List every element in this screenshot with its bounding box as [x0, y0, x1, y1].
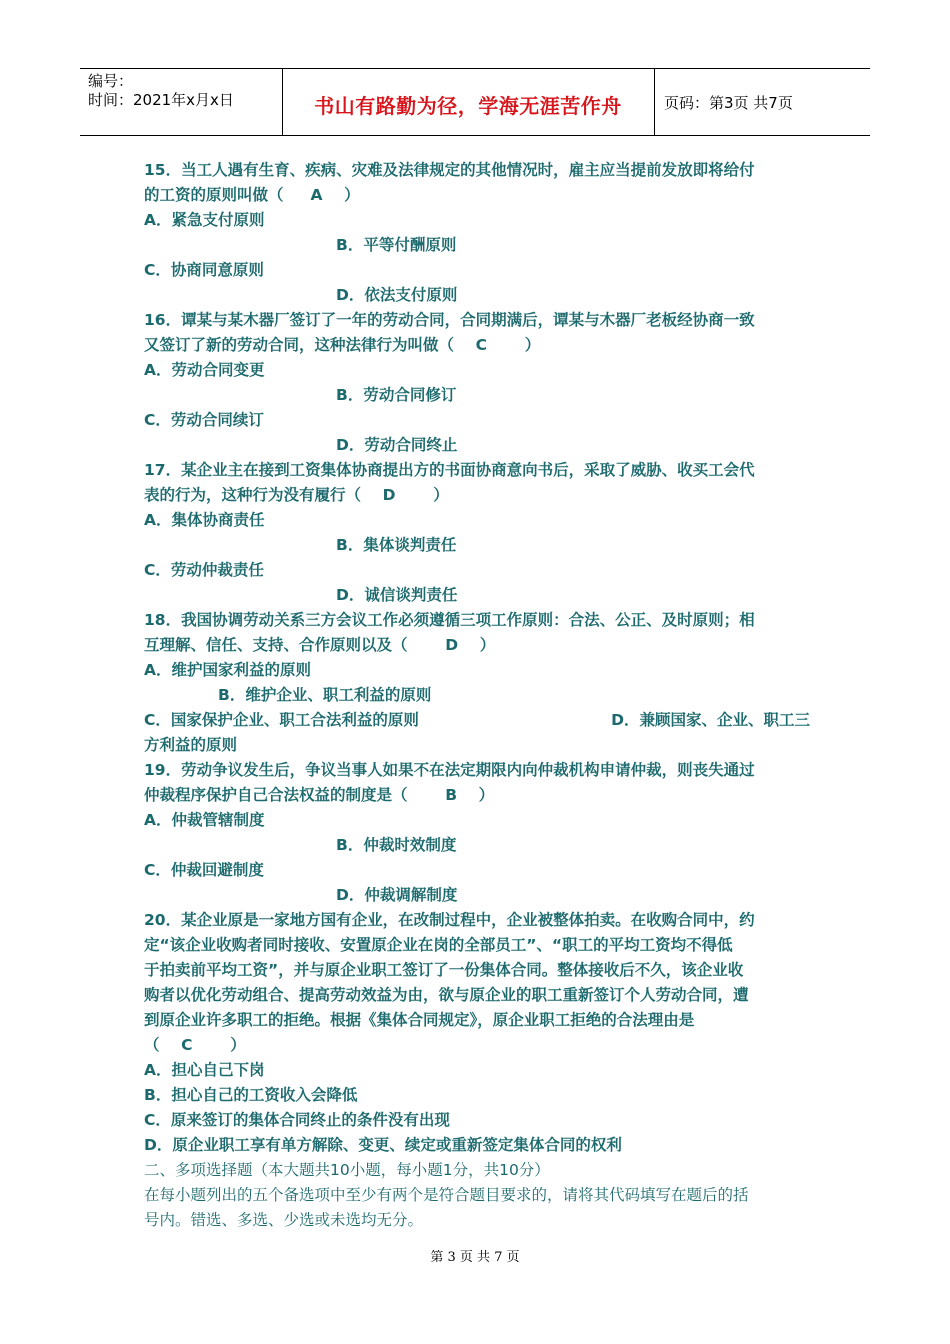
- question-19-stem: 19．劳动争议发生后，争议当事人如果不在法定期限内向仲裁机构申请仲裁，则丧失通过: [144, 761, 755, 779]
- header-motto: 书山有路勤为径，学海无涯苦作舟: [314, 94, 622, 118]
- question-18-option-d: D．兼顾国家、企业、职工三: [611, 711, 810, 729]
- question-16-stem-cont: 又签订了新的劳动合同，这种法律行为叫做（ C ）: [144, 336, 541, 354]
- question-15-stem-cont: 的工资的原则叫做（ A ）: [144, 186, 360, 204]
- question-20-option-d: D．原企业职工享有单方解除、变更、续定或重新签定集体合同的权利: [144, 1136, 622, 1154]
- question-15-option-c: C．协商同意原则: [144, 261, 264, 279]
- document-date: 时间：2021年x月x日: [88, 91, 234, 109]
- question-20-stem-2: 定“该企业收购者同时接收、安置原企业在岗的全部员工”、“职工的平均工资均不得低: [144, 936, 733, 954]
- question-16-option-b: B．劳动合同修订: [336, 386, 457, 404]
- question-17-option-b: B．集体谈判责任: [336, 536, 457, 554]
- question-18-option-b: B．维护企业、职工利益的原则: [218, 686, 432, 704]
- question-16-option-c: C．劳动合同续订: [144, 411, 264, 429]
- question-15-option-b: B．平等付酬原则: [336, 236, 457, 254]
- question-18-stem: 18．我国协调劳动关系三方会议工作必须遵循三项工作原则：合法、公正、及时原则；相: [144, 611, 755, 629]
- question-18-option-c: C．国家保护企业、职工合法利益的原则: [144, 711, 419, 729]
- question-15-option-d: D．依法支付原则: [336, 286, 458, 304]
- question-20-stem-4: 购者以优化劳动组合、提高劳动效益为由，欲与原企业的职工重新签订个人劳动合同，遭: [144, 986, 749, 1004]
- question-20-stem-1: 20．某企业原是一家地方国有企业，在改制过程中，企业被整体拍卖。在收购合同中，约: [144, 911, 755, 929]
- page-footer: 第 3 页 共 7 页: [430, 1250, 520, 1265]
- question-15-option-a: A．紧急支付原则: [144, 211, 265, 229]
- section-2-instructions-cont: 号内。错选、多选、少选或未选均无分。: [144, 1211, 424, 1229]
- question-20-stem-5: 到原企业许多职工的拒绝。根据《集体合同规定》，原企业职工拒绝的合法理由是: [144, 1011, 695, 1029]
- header-page-info: 页码：第3页 共7页: [664, 94, 793, 112]
- question-17-stem-cont: 表的行为，这种行为没有履行（ D ）: [144, 486, 449, 504]
- question-17-option-d: D．诚信谈判责任: [336, 586, 458, 604]
- question-20-option-c: C．原来签订的集体合同终止的条件没有出现: [144, 1111, 450, 1129]
- question-19-option-b: B．仲裁时效制度: [336, 836, 457, 854]
- document-number-label: 编号：: [88, 72, 134, 90]
- question-18-option-d-cont: 方利益的原则: [144, 736, 238, 754]
- question-16-option-d: D．劳动合同终止: [336, 436, 458, 454]
- question-16-stem: 16．谭某与某木器厂签订了一年的劳动合同，合同期满后，谭某与木器厂老板经协商一致: [144, 311, 755, 329]
- question-17-stem: 17．某企业主在接到工资集体协商提出方的书面协商意向书后，采取了威胁、收买工会代: [144, 461, 755, 479]
- question-18-options-cd: [144, 708, 810, 733]
- question-17-option-a: A．集体协商责任: [144, 511, 265, 529]
- question-18-stem-cont: 互理解、信任、支持、合作原则以及（ D ）: [144, 636, 496, 654]
- question-19-option-c: C．仲裁回避制度: [144, 861, 264, 879]
- question-20-stem-3: 于拍卖前平均工资”，并与原企业职工签订了一份集体合同。整体接收后不久，该企业收: [144, 961, 744, 979]
- question-18-option-a: A．维护国家利益的原则: [144, 661, 311, 679]
- header-top-rule: [80, 68, 870, 69]
- section-2-instructions: 在每小题列出的五个备选项中至少有两个是符合题目要求的，请将其代码填写在题后的括: [144, 1186, 749, 1204]
- question-17-option-c: C．劳动仲裁责任: [144, 561, 264, 579]
- header-divider-right: [654, 68, 655, 136]
- question-19-option-d: D．仲裁调解制度: [336, 886, 458, 904]
- question-15-stem: 15．当工人遇有生育、疾病、灾难及法律规定的其他情况时，雇主应当提前发放即将给付: [144, 161, 755, 179]
- question-19-stem-cont: 仲裁程序保护自己合法权益的制度是（ B ）: [144, 786, 495, 804]
- header-bottom-rule: [80, 135, 870, 136]
- question-20-answer: （ C ）: [144, 1036, 246, 1054]
- question-20-option-a: A．担心自己下岗: [144, 1061, 265, 1079]
- section-2-title: 二、多项选择题（本大题共10小题，每小题1分，共10分）: [144, 1161, 550, 1179]
- question-19-option-a: A．仲裁管辖制度: [144, 811, 265, 829]
- question-16-option-a: A．劳动合同变更: [144, 361, 265, 379]
- question-list: [144, 158, 810, 1233]
- question-20-option-b: B．担心自己的工资收入会降低: [144, 1086, 358, 1104]
